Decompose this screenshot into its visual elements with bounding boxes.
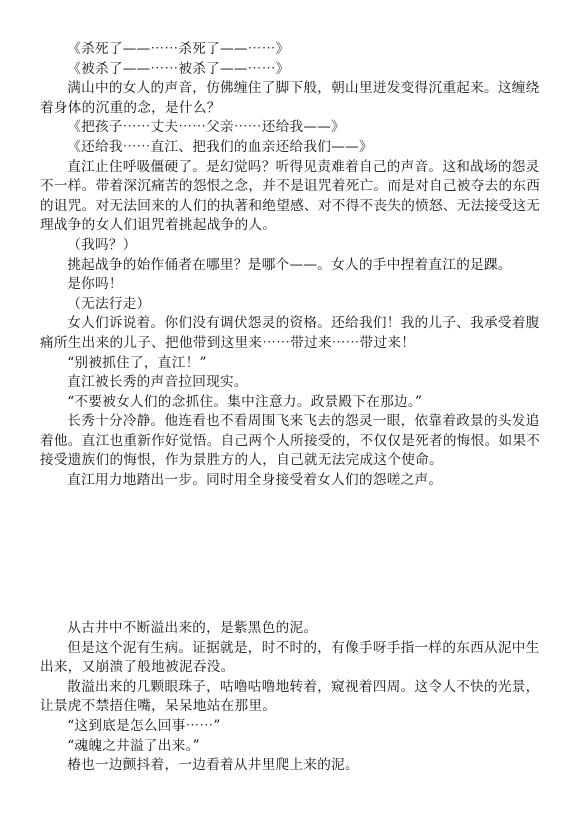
paragraph: 满山中的女人的声音，仿佛缠住了脚下般，朝山里迸发变得沉重起来。这缠绕着身体的沉重的念，是什么？ xyxy=(40,80,540,116)
text-section-1 xyxy=(40,40,545,491)
paragraph: “这到底是怎么回事⋯⋯” xyxy=(67,717,221,734)
paragraph: 直江被长秀的声音拉回现实。 xyxy=(67,374,248,391)
paragraph: （无法行走） xyxy=(67,295,151,312)
paragraph: “别被抓住了，直江！” xyxy=(67,354,207,371)
paragraph: 《杀死了——⋯⋯杀死了——⋯⋯》 xyxy=(67,41,290,57)
paragraph: 《把孩子⋯⋯丈夫⋯⋯父亲⋯⋯还给我——》 xyxy=(67,119,346,136)
paragraph: 长秀十分冷静。他连看也不看周围飞来飞去的怨灵一眼，依靠着政景的头发追着他。直江也重新作好觉悟。自己两个人所接受的，不仅仅是死者的悔恨。如果不接受遗族们的悔恨，作为景胜方的人，自己就无法完成这个使命。 xyxy=(40,413,541,469)
paragraph: 但是这个泥有生病。证据就是，时不时的，有像手呀手指一样的东西从泥中生出来，又崩溃了般地被泥吞没。 xyxy=(40,639,540,676)
paragraph: 直江止住呼吸僵硬了。是幻觉吗？听得见责难着自己的声音。这和战场的怨灵不一样。带着深沉痛苦的怨恨之念，并不是诅咒着死亡。而是对自己被夺去的东西的诅咒。对无法回来的人们的执著和绝望感、对不得不丧失的愤怒、无法接受这无理战争的女人们诅咒着挑起战争的人。 xyxy=(40,158,541,234)
text-section-2 xyxy=(40,619,545,776)
paragraph: “不要被女人们的念抓住。集中注意力。政景殿下在那边。” xyxy=(67,393,423,410)
paragraph: 是你吗！ xyxy=(67,276,123,293)
paragraph: 《被杀了——⋯⋯被杀了——⋯⋯》 xyxy=(67,60,290,77)
paragraph: 女人们诉说着。你们没有调伏怨灵的资格。还给我们！我的儿子、我承受着腹痛所生出来的儿子、把他带到这里来⋯⋯带过来⋯⋯带过来！ xyxy=(40,315,540,351)
paragraph: 直江用力地踏出一步。同时用全身接受着女人们的怨嗟之声。 xyxy=(67,472,443,489)
paragraph: “魂魄之井溢了出来。” xyxy=(67,737,200,754)
paragraph: 《还给我⋯⋯直江、把我们的血亲还给我们——》 xyxy=(67,138,373,155)
paragraph: 挑起战争的始作俑者在哪里？是哪个——。女人的手中捏着直江的足踝。 xyxy=(67,256,512,273)
paragraph: （我吗？） xyxy=(67,236,137,253)
paragraph: 椿也一边颤抖着，一边看着从井里爬上来的泥。 xyxy=(67,757,359,774)
paragraph: 散溢出来的几颗眼珠子，咕噜咕噜地转着，窥视着四周。这令人不快的光景，让景虎不禁捂住嘴，呆呆地站在那里。 xyxy=(40,678,540,715)
paragraph: 从古井中不断溢出来的，是紫黑色的泥。 xyxy=(67,620,318,636)
